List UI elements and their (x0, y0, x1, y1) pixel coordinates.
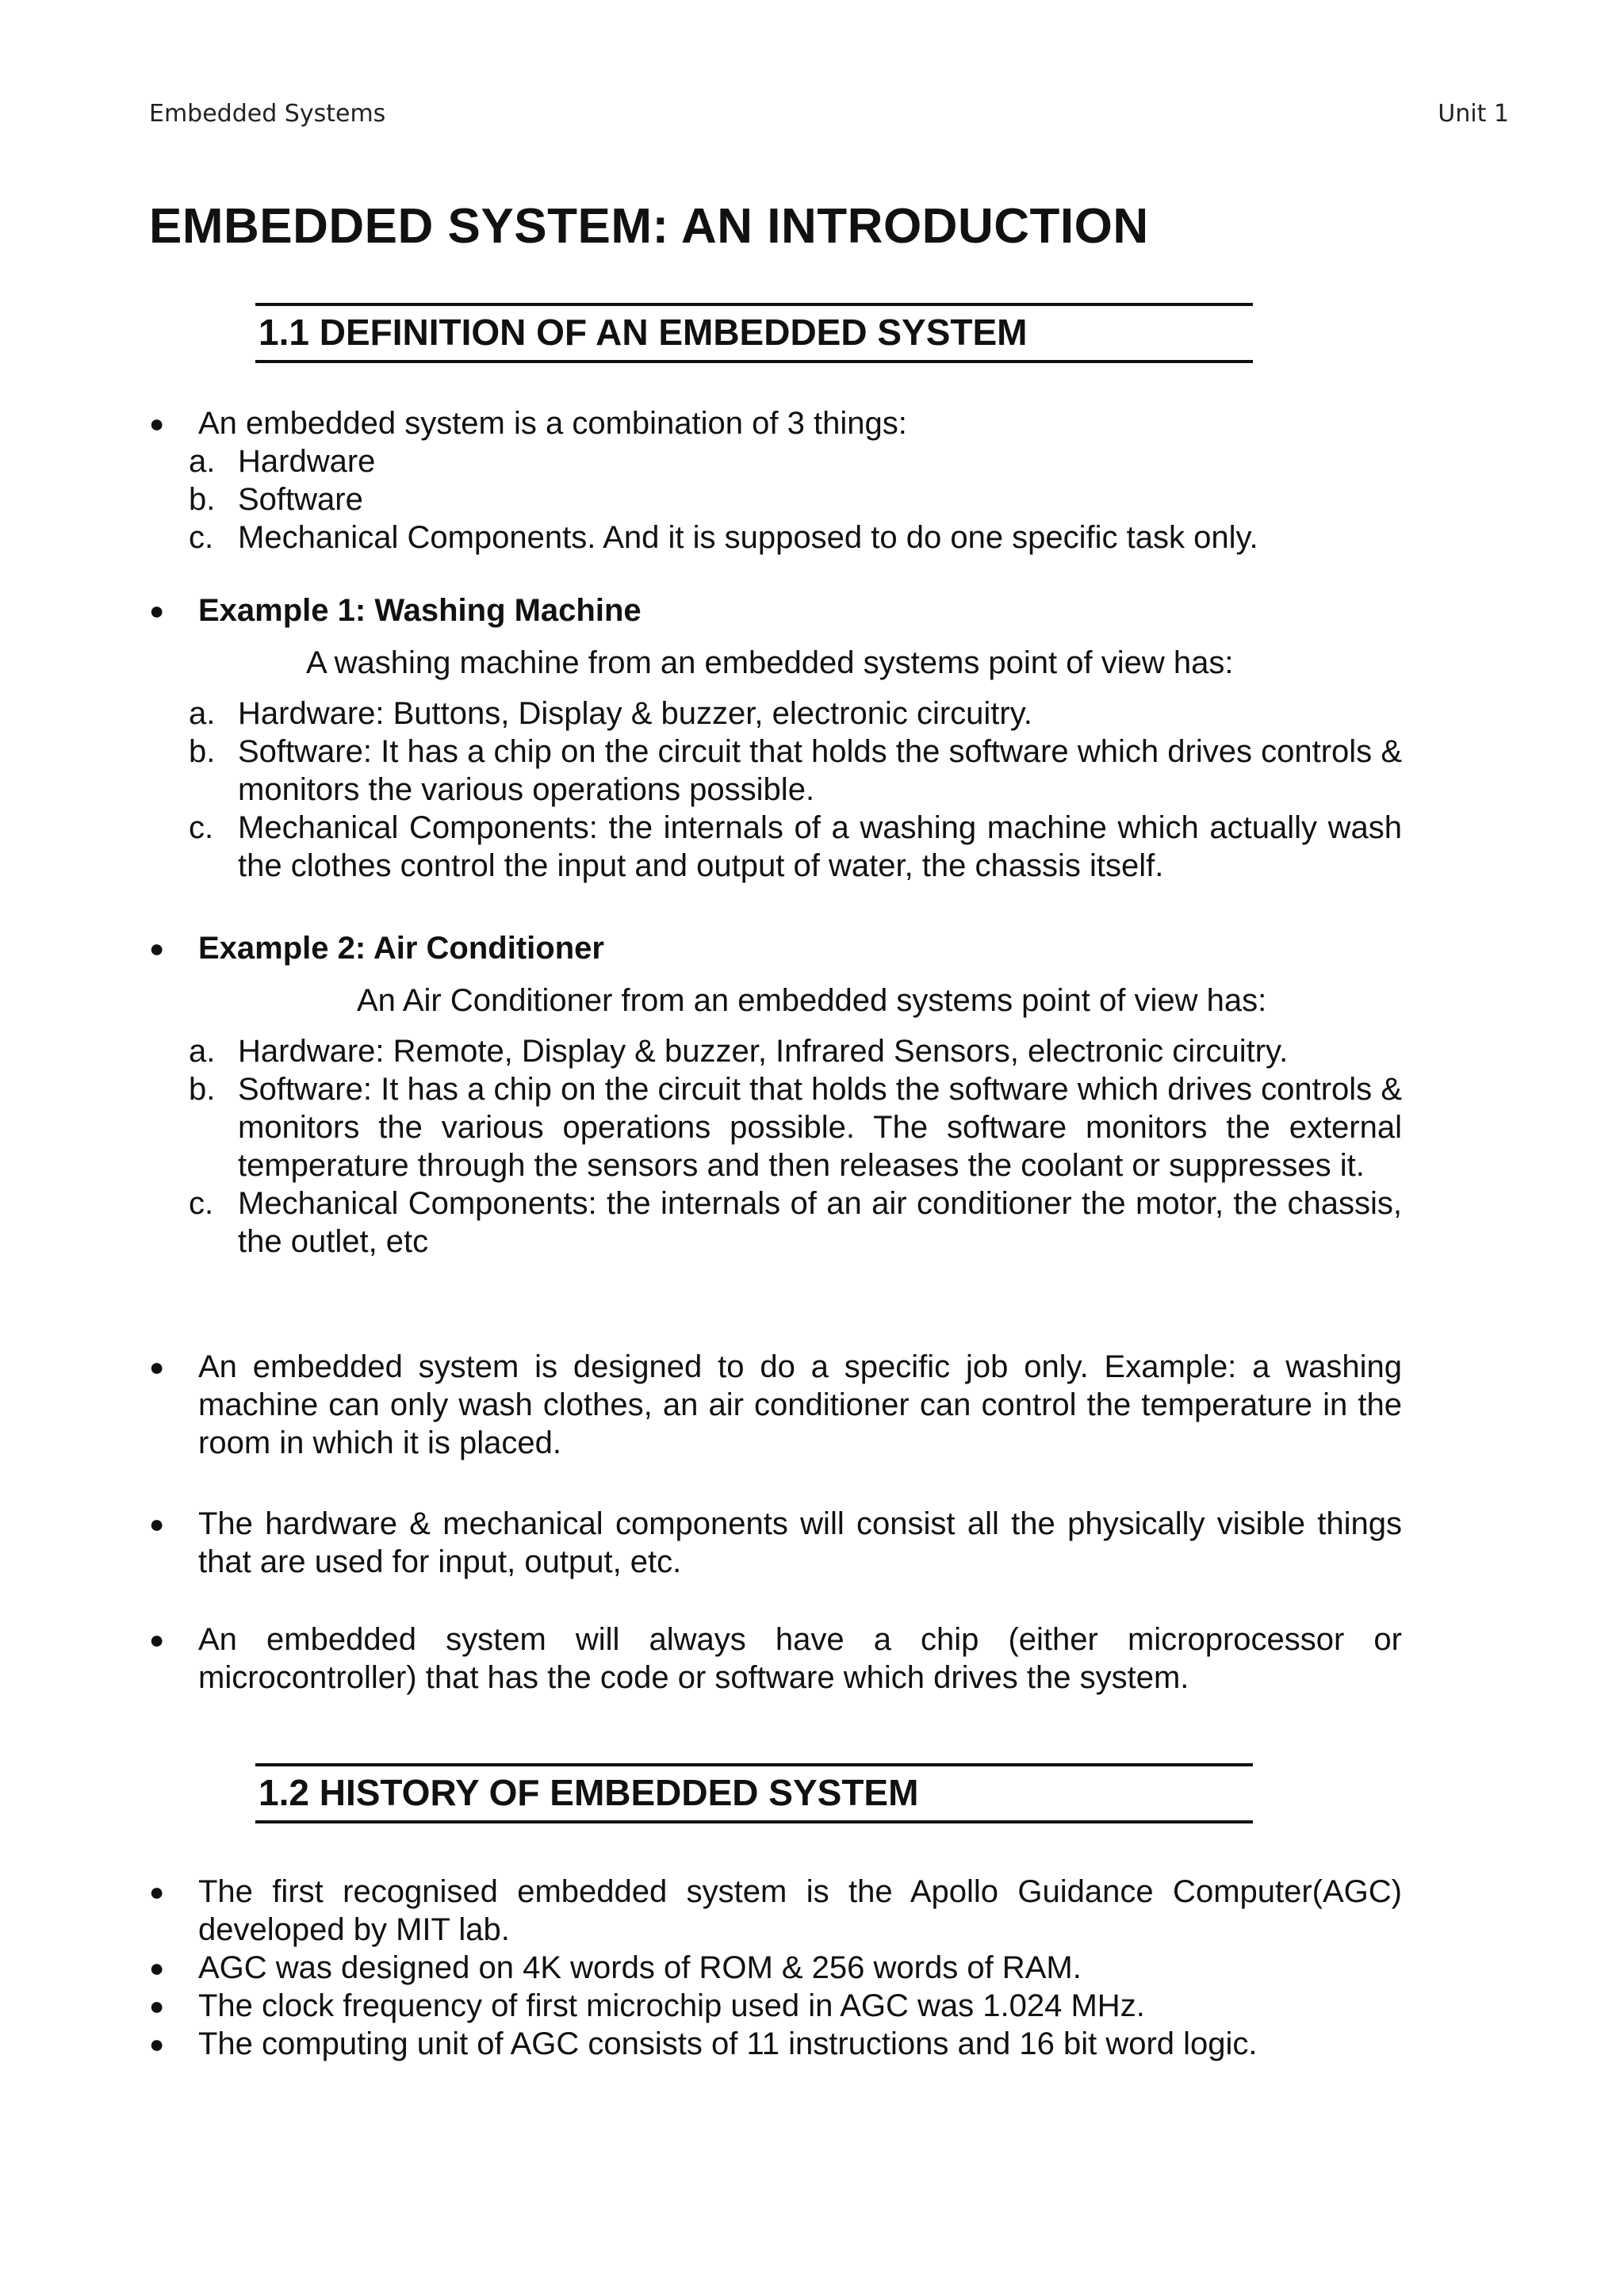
item-letter: c. (189, 810, 214, 845)
intro-item (149, 480, 1402, 519)
item-letter: b. (189, 1072, 216, 1107)
example-item (149, 1032, 1402, 1070)
points-block-3 (149, 1621, 1402, 1697)
section-2-heading: 1.2 HISTORY OF EMBEDDED SYSTEM (255, 1763, 1253, 1823)
history-block (149, 1873, 1402, 2063)
example-2-block (149, 929, 1402, 1261)
history-text: The clock frequency of first microchip used in AGC was 1.024 MHz. (198, 1988, 1145, 2023)
history-text: The computing unit of AGC consists of 11 instructions and 16 bit word logic. (198, 2026, 1258, 2061)
list-item (149, 2025, 1402, 2063)
history-text: The first recognised embedded system is the Apollo Guidance Computer(AGC) developed by MIT lab. (198, 1874, 1402, 1947)
list-item (149, 1621, 1402, 1697)
point-text: An embedded system will always have a chip (either microprocessor or microcontroller) that has the code or software which drives the system. (198, 1622, 1402, 1695)
bullet-icon: ● (149, 1625, 165, 1654)
header-right: Unit 1 (1438, 100, 1509, 128)
points-block-1 (149, 1348, 1402, 1462)
item-letter: c. (189, 520, 214, 555)
example-item (149, 1070, 1402, 1184)
running-header (149, 100, 1509, 128)
bullet-icon: ● (149, 1353, 165, 1381)
example-item (149, 1184, 1402, 1261)
item-letter: a. (189, 696, 216, 731)
points-block-2 (149, 1505, 1402, 1581)
bullet-icon: ● (149, 409, 165, 438)
item-text: Hardware (238, 444, 376, 479)
bullet-icon: ● (149, 934, 165, 962)
item-text: Mechanical Components: the internals of an air conditioner the motor, the chassis, the outlet, etc (238, 1186, 1402, 1259)
item-letter: a. (189, 1034, 216, 1069)
example-item (149, 733, 1402, 809)
intro-item (149, 442, 1402, 480)
section-1-heading: 1.1 DEFINITION OF AN EMBEDDED SYSTEM (255, 303, 1253, 363)
bullet-icon: ● (149, 2030, 165, 2058)
list-item (149, 1873, 1402, 1949)
point-text: An embedded system is designed to do a specific job only. Example: a washing machine can only wash clothes, an air conditioner can control the temperature in the room in which it is placed. (198, 1349, 1402, 1460)
list-item (149, 1949, 1402, 1987)
example-1-title: Example 1: Washing Machine (198, 593, 642, 628)
item-letter: c. (189, 1186, 214, 1221)
item-text: Software: It has a chip on the circuit that holds the software which drives controls & monitors the various operations possible. (238, 734, 1402, 807)
intro-item (149, 519, 1402, 557)
example-2-lead: An Air Conditioner from an embedded systems point of view has: (357, 983, 1267, 1018)
list-item (149, 929, 1402, 967)
list-item (149, 591, 1402, 629)
item-text: Hardware: Remote, Display & buzzer, Infrared Sensors, electronic circuitry. (238, 1034, 1289, 1069)
list-item (149, 1505, 1402, 1581)
item-text: Hardware: Buttons, Display & buzzer, electronic circuitry. (238, 696, 1032, 731)
point-text: The hardware & mechanical components will consist all the physically visible things that are used for input, output, etc. (198, 1506, 1402, 1579)
bullet-icon: ● (149, 596, 165, 625)
list-item (149, 404, 1402, 442)
example-item (149, 809, 1402, 885)
example-2-title: Example 2: Air Conditioner (198, 931, 604, 966)
item-letter: b. (189, 734, 216, 769)
example-item (149, 695, 1402, 733)
page-title: EMBEDDED SYSTEM: AN INTRODUCTION (149, 199, 1149, 254)
intro-text: An embedded system is a combination of 3 things: (198, 406, 907, 441)
intro-block (149, 404, 1402, 557)
item-text: Software (238, 482, 363, 517)
list-item (149, 1987, 1402, 2025)
bullet-icon: ● (149, 1877, 165, 1906)
history-text: AGC was designed on 4K words of ROM & 256 words of RAM. (198, 1950, 1082, 1985)
example-1-block (149, 591, 1402, 885)
list-item (149, 1348, 1402, 1462)
bullet-icon: ● (149, 1992, 165, 2020)
example-1-lead: A washing machine from an embedded systems point of view has: (306, 645, 1234, 680)
item-text: Mechanical Components: the internals of a washing machine which actually wash the clothes control the input and output of water, the chassis itself. (238, 810, 1402, 883)
item-text: Software: It has a chip on the circuit that holds the software which drives controls & monitors the various operations possible. The software monitors the external temperature through the sensors and then releases the coolant or suppresses it. (238, 1072, 1402, 1183)
item-text: Mechanical Components. And it is supposed to do one specific task only. (238, 520, 1258, 555)
header-left: Embedded Systems (149, 100, 386, 128)
bullet-icon: ● (149, 1510, 165, 1538)
item-letter: b. (189, 482, 216, 517)
item-letter: a. (189, 444, 216, 479)
bullet-icon: ● (149, 1954, 165, 1982)
